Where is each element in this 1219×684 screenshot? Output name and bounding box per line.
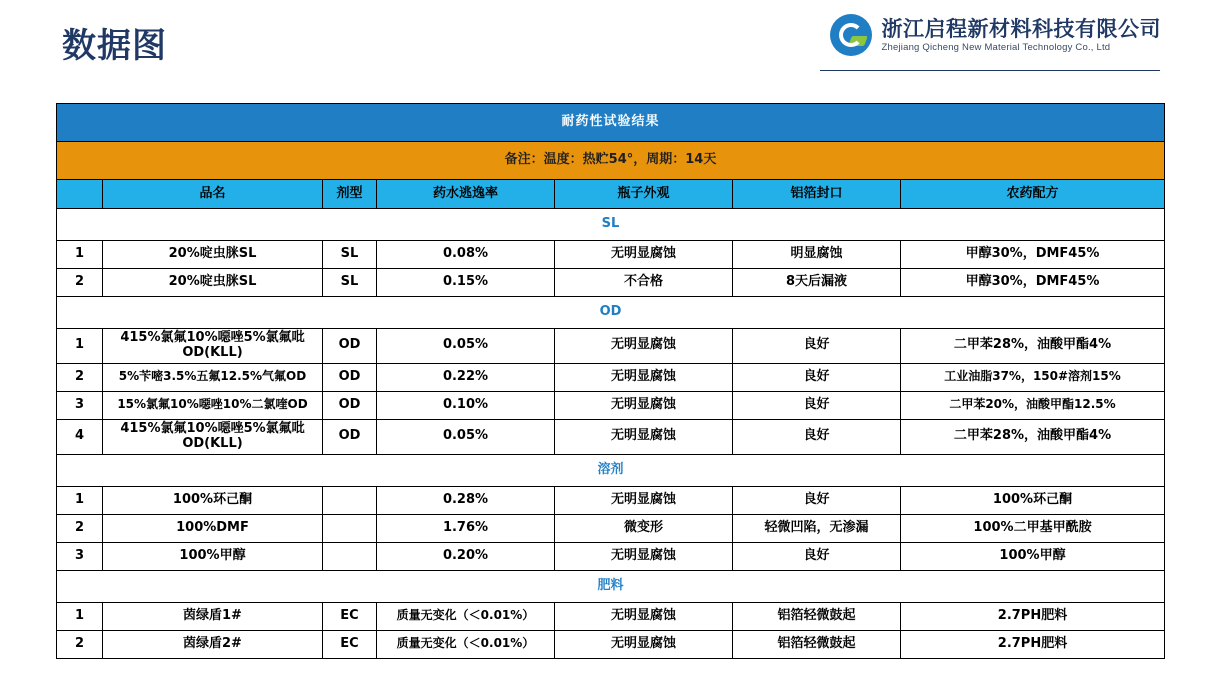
cell-escape-rate: 0.28% xyxy=(377,486,555,514)
cell-name: 100%DMF xyxy=(103,514,323,542)
cell-index: 1 xyxy=(57,486,103,514)
table-row xyxy=(57,630,1165,658)
cell-foil-seal: 良好 xyxy=(733,486,901,514)
group-label: 肥料 xyxy=(57,570,1165,602)
cell-formula: 100%环己酮 xyxy=(901,486,1165,514)
cell-index: 4 xyxy=(57,419,103,454)
cell-index: 2 xyxy=(57,514,103,542)
cell-bottle-appearance: 无明显腐蚀 xyxy=(555,391,733,419)
group-row xyxy=(57,570,1165,602)
cell-escape-rate: 0.22% xyxy=(377,363,555,391)
cell-escape-rate: 质量无变化（＜0.01%） xyxy=(377,602,555,630)
col-header-escape-rate: 药水逃逸率 xyxy=(377,180,555,209)
cell-bottle-appearance: 微变形 xyxy=(555,514,733,542)
cell-name: 100%甲醇 xyxy=(103,542,323,570)
table-note: 备注：温度：热贮54°，周期：14天 xyxy=(57,142,1165,180)
table-row xyxy=(57,241,1165,269)
company-logo xyxy=(830,14,1162,56)
cell-escape-rate: 0.20% xyxy=(377,542,555,570)
group-label: 溶剂 xyxy=(57,454,1165,486)
cell-form: SL xyxy=(323,241,377,269)
group-label: OD xyxy=(57,297,1165,329)
results-table xyxy=(56,103,1165,659)
table-row xyxy=(57,486,1165,514)
cell-foil-seal: 良好 xyxy=(733,329,901,364)
cell-name: 100%环己酮 xyxy=(103,486,323,514)
cell-form: OD xyxy=(323,391,377,419)
cell-index: 1 xyxy=(57,241,103,269)
page-title: 数据图 xyxy=(62,26,167,66)
cell-bottle-appearance: 无明显腐蚀 xyxy=(555,542,733,570)
cell-form xyxy=(323,514,377,542)
cell-escape-rate: 0.15% xyxy=(377,269,555,297)
group-label: SL xyxy=(57,209,1165,241)
cell-bottle-appearance: 无明显腐蚀 xyxy=(555,419,733,454)
cell-form xyxy=(323,486,377,514)
slide-header xyxy=(0,0,1219,78)
cell-name: 15%氯氟10%噁唑10%二氯喹OD xyxy=(103,391,323,419)
cell-bottle-appearance: 无明显腐蚀 xyxy=(555,602,733,630)
cell-formula: 工业油脂37%，150#溶剂15% xyxy=(901,363,1165,391)
cell-index: 1 xyxy=(57,602,103,630)
cell-escape-rate: 1.76% xyxy=(377,514,555,542)
table-row xyxy=(57,329,1165,364)
company-name-block xyxy=(882,16,1162,54)
header-divider xyxy=(820,70,1160,71)
cell-escape-rate: 0.10% xyxy=(377,391,555,419)
cell-name: 5%苄嘧3.5%五氟12.5%气氟OD xyxy=(103,363,323,391)
cell-name: 415%氯氟10%噁唑5%氯氟吡OD(KLL) xyxy=(103,419,323,454)
cell-formula: 2.7PH肥料 xyxy=(901,602,1165,630)
cell-foil-seal: 铝箔轻微鼓起 xyxy=(733,602,901,630)
cell-escape-rate: 0.05% xyxy=(377,419,555,454)
table-row xyxy=(57,542,1165,570)
table-row xyxy=(57,269,1165,297)
cell-index: 2 xyxy=(57,269,103,297)
cell-foil-seal: 良好 xyxy=(733,419,901,454)
cell-name: 20%啶虫脒SL xyxy=(103,241,323,269)
col-header-foil-seal: 铝箔封口 xyxy=(733,180,901,209)
group-row xyxy=(57,209,1165,241)
cell-index: 1 xyxy=(57,329,103,364)
cell-escape-rate: 0.05% xyxy=(377,329,555,364)
cell-foil-seal: 铝箔轻微鼓起 xyxy=(733,630,901,658)
cell-formula: 2.7PH肥料 xyxy=(901,630,1165,658)
cell-form: OD xyxy=(323,363,377,391)
cell-name: 20%啶虫脒SL xyxy=(103,269,323,297)
cell-formula: 甲醇30%，DMF45% xyxy=(901,241,1165,269)
cell-foil-seal: 轻微凹陷，无渗漏 xyxy=(733,514,901,542)
cell-escape-rate: 质量无变化（＜0.01%） xyxy=(377,630,555,658)
cell-index: 2 xyxy=(57,363,103,391)
cell-form: OD xyxy=(323,419,377,454)
cell-name: 415%氯氟10%噁唑5%氯氟吡OD(KLL) xyxy=(103,329,323,364)
cell-bottle-appearance: 无明显腐蚀 xyxy=(555,630,733,658)
col-header-bottle-appearance: 瓶子外观 xyxy=(555,180,733,209)
cell-formula: 二甲苯20%，油酸甲酯12.5% xyxy=(901,391,1165,419)
cell-bottle-appearance: 不合格 xyxy=(555,269,733,297)
cell-form: EC xyxy=(323,602,377,630)
cell-form: OD xyxy=(323,329,377,364)
cell-foil-seal: 良好 xyxy=(733,363,901,391)
company-name-en: Zhejiang Qicheng New Material Technology Co., Ltd xyxy=(881,42,1111,54)
results-table-wrap xyxy=(56,103,1164,659)
cell-form: SL xyxy=(323,269,377,297)
cell-formula: 100%二甲基甲酰胺 xyxy=(901,514,1165,542)
cell-formula: 二甲苯28%，油酸甲酯4% xyxy=(901,419,1165,454)
cell-escape-rate: 0.08% xyxy=(377,241,555,269)
table-header-row xyxy=(57,180,1165,209)
cell-formula: 二甲苯28%，油酸甲酯4% xyxy=(901,329,1165,364)
cell-index: 2 xyxy=(57,630,103,658)
cell-formula: 100%甲醇 xyxy=(901,542,1165,570)
col-header-name: 品名 xyxy=(103,180,323,209)
table-title: 耐药性试验结果 xyxy=(57,104,1165,142)
cell-form: EC xyxy=(323,630,377,658)
cell-foil-seal: 明显腐蚀 xyxy=(733,241,901,269)
cell-bottle-appearance: 无明显腐蚀 xyxy=(555,329,733,364)
cell-name: 茵绿盾1# xyxy=(103,602,323,630)
table-row xyxy=(57,602,1165,630)
cell-bottle-appearance: 无明显腐蚀 xyxy=(555,486,733,514)
group-row xyxy=(57,454,1165,486)
cell-foil-seal: 良好 xyxy=(733,542,901,570)
table-note-row xyxy=(57,142,1165,180)
cell-bottle-appearance: 无明显腐蚀 xyxy=(555,241,733,269)
cell-foil-seal: 良好 xyxy=(733,391,901,419)
circle-q-logo-icon xyxy=(830,14,872,56)
col-header-formula: 农药配方 xyxy=(901,180,1165,209)
cell-bottle-appearance: 无明显腐蚀 xyxy=(555,363,733,391)
table-title-row xyxy=(57,104,1165,142)
col-header-index xyxy=(57,180,103,209)
cell-form xyxy=(323,542,377,570)
table-row xyxy=(57,363,1165,391)
cell-index: 3 xyxy=(57,391,103,419)
table-row xyxy=(57,514,1165,542)
cell-foil-seal: 8天后漏液 xyxy=(733,269,901,297)
group-row xyxy=(57,297,1165,329)
company-name-cn: 浙江启程新材料科技有限公司 xyxy=(881,16,1161,41)
table-row xyxy=(57,419,1165,454)
cell-name: 茵绿盾2# xyxy=(103,630,323,658)
table-row xyxy=(57,391,1165,419)
cell-formula: 甲醇30%，DMF45% xyxy=(901,269,1165,297)
cell-index: 3 xyxy=(57,542,103,570)
col-header-form: 剂型 xyxy=(323,180,377,209)
